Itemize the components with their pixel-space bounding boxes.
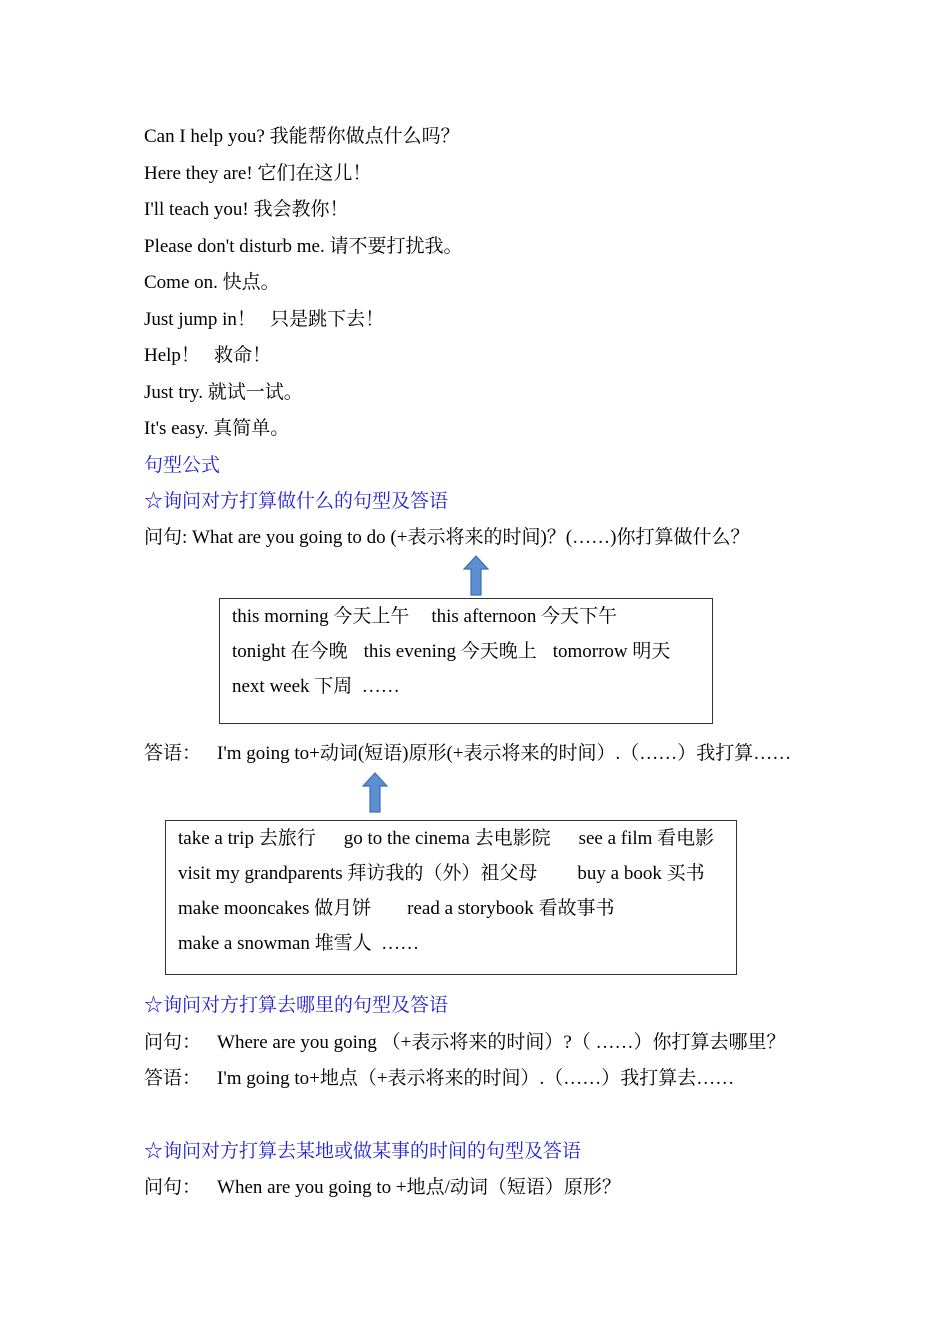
time-row — [232, 676, 400, 698]
verb-item: make a snowman 堆雪人 …… — [178, 933, 420, 954]
phrase-line: Just jump in！ 只是跳下去！ — [144, 309, 385, 330]
time-item: tomorrow 明天 — [552, 641, 671, 662]
phrase-line: Can I help you? 我能帮你做点什么吗？ — [144, 126, 460, 147]
answer-text: I'm going to+地点（+表示将来的时间）.（……）我打算去…… — [217, 1068, 735, 1089]
verb-item: make mooncakes 做月饼 — [178, 898, 372, 919]
verb-item: go to the cinema 去电影院 — [343, 828, 551, 849]
verb-item: see a film 看电影 — [578, 828, 715, 849]
verb-row — [178, 898, 615, 920]
answer-label: 答语： — [144, 1068, 202, 1089]
up-arrow-icon — [463, 555, 489, 597]
time-row — [232, 606, 617, 628]
time-expressions-box — [219, 598, 713, 724]
time-item: this afternoon 今天下午 — [431, 606, 618, 627]
phrase-line: Help！ 救命！ — [144, 345, 272, 366]
answer-sentence — [144, 743, 791, 765]
question-label: 问句： — [144, 1177, 202, 1198]
answer-text: I'm going to+动词(短语)原形(+表示将来的时间）.（……）我打算…… — [217, 743, 792, 764]
question-label: 问句： — [144, 1032, 202, 1053]
phrase-line: Come on. 快点。 — [144, 272, 280, 293]
section-heading: ☆询问对方打算去哪里的句型及答语 — [144, 995, 449, 1016]
question-sentence — [144, 1032, 786, 1054]
section-heading: ☆询问对方打算做什么的句型及答语 — [144, 491, 449, 512]
verb-row — [178, 863, 705, 885]
question-text: Where are you going （+表示将来的时间）?（ ……）你打算去哪里？ — [217, 1032, 786, 1053]
question-sentence — [144, 1177, 621, 1199]
verb-item: buy a book 买书 — [577, 863, 705, 884]
answer-sentence — [144, 1068, 734, 1090]
question-text: When are you going to +地点/动词（短语）原形？ — [217, 1177, 621, 1198]
verb-row — [178, 933, 419, 955]
phrase-line: Just try. 就试一试。 — [144, 382, 303, 403]
verb-row — [178, 828, 714, 850]
phrase-line: Here they are! 它们在这儿！ — [144, 163, 372, 184]
time-item: this morning 今天上午 — [232, 606, 410, 627]
phrase-line: Please don't disturb me. 请不要打扰我。 — [144, 236, 463, 257]
verb-item: visit my grandparents 拜访我的（外）祖父母 — [178, 863, 538, 884]
phrase-line: It's easy. 真简单。 — [144, 418, 290, 439]
up-arrow-icon — [362, 772, 388, 814]
verb-item: read a storybook 看故事书 — [407, 898, 615, 919]
answer-label: 答语： — [144, 743, 202, 764]
time-item: this evening 今天晚上 — [363, 641, 537, 662]
phrase-line: I'll teach you! 我会教你！ — [144, 199, 349, 220]
verb-item: take a trip 去旅行 — [178, 828, 316, 849]
section-heading: ☆询问对方打算去某地或做某事的时间的句型及答语 — [144, 1141, 582, 1162]
verb-phrases-box — [165, 820, 737, 975]
time-item: tonight 在今晚 — [232, 641, 348, 662]
time-row — [232, 641, 670, 663]
question-sentence: 问句: What are you going to do (+表示将来的时间)？(……)你打算做什么？ — [144, 527, 750, 548]
time-item: next week 下周 …… — [232, 676, 400, 697]
section-title: 句型公式 — [144, 455, 221, 476]
